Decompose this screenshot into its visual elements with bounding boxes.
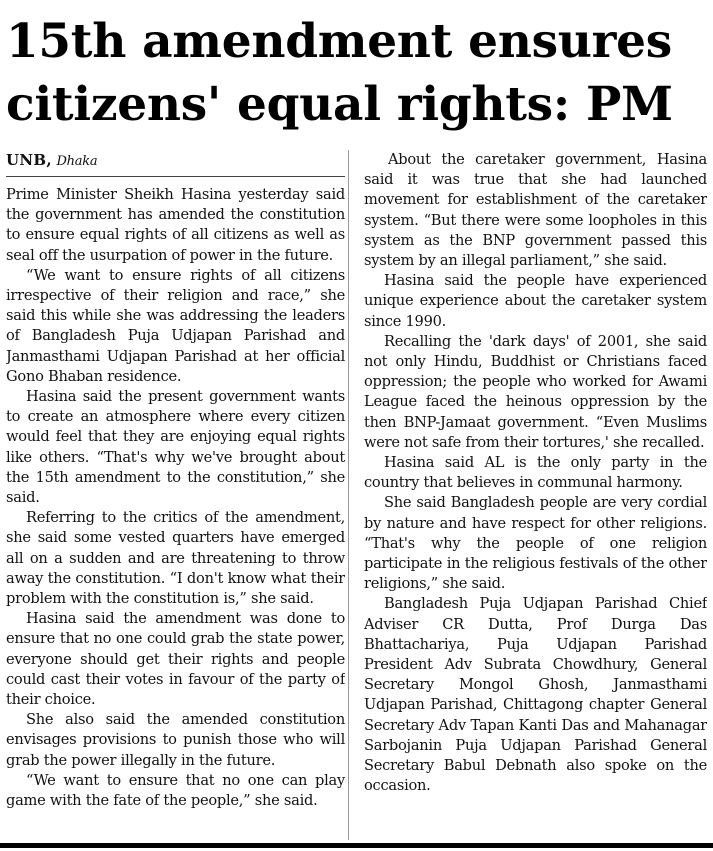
paragraph: About the caretaker government, Hasina said it was true that she had launched movement for establishment of the caretaker system. “But there were some loopholes in this system as the BNP government passed this system by an illegal parliament,” she said. (364, 151, 707, 270)
right-column (364, 150, 707, 842)
paragraph: Hasina said the amendment was done to ensure that no one could grab the state power, everyone should get their rights and people could cast their votes in favour of the party of their choice. (6, 610, 345, 709)
paragraph: Bangladesh Puja Udjapan Parishad Chief Adviser CR Dutta, Prof Durga Das Bhattachariya, Puja Udjapan Parishad President Adv Subrata Chowdhury, General Secretary Mongol Ghosh, Janmasthami Udjapan Parishad, Chittagong chapter General Secretary Adv Tapan Kanti Das and Mahanagar Sarbojanin Puja Udjapan Parishad General Secretary Babul Debnath also spoke on the occasion. (364, 595, 707, 795)
headline-line-1: 15th amendment ensures (6, 14, 672, 69)
paragraph: “We want to ensure rights of all citizens irrespective of their religion and race,” she said this while she was addressing the leaders of Bangladesh Puja Udjapan Parishad and Janmasthami Udjapan Parishad at her official Gono Bhaban residence. (6, 266, 345, 385)
article-body (6, 148, 707, 840)
paragraph: Hasina said the people have experienced unique experience about the caretaker system since 1990. (364, 272, 707, 330)
byline-rule (6, 176, 345, 177)
paragraph: Recalling the 'dark days' of 2001, she said not only Hindu, Buddhist or Christians faced oppression; the people who worked for Awami League faced the heinous oppression by the then BNP-Jamaat government. “Even Muslims were not safe from their tortures,' she recalled. (364, 332, 707, 451)
bottom-rule (0, 843, 713, 848)
paragraph: “We want to ensure that no one can play game with the fate of the people,” she said. (6, 771, 345, 810)
byline (6, 150, 345, 172)
headline (6, 10, 711, 136)
byline-agency: UNB, (6, 151, 52, 169)
paragraph: Hasina said AL is the only party in the country that believes in communal harmony. (364, 454, 707, 492)
headline-line-2: citizens' equal rights: PM (6, 77, 673, 132)
byline-place: Dhaka (56, 154, 98, 169)
paragraph: Prime Minister Sheikh Hasina yesterday said the government has amended the constitution to ensure equal rights of all citizens as well as seal off the usurpation of power in the future. (6, 186, 345, 264)
paragraph: Hasina said the present government wants to create an atmosphere where every citizen would feel that they are enjoying equal rights like others. “That's why we've brought about the 15th amendment to the constitution,” she said. (6, 388, 345, 507)
paragraph: Referring to the critics of the amendment, she said some vested quarters have emerged all on a sudden and are threatening to throw away the constitution. “I don't know what their problem with the constitution is,” she said. (6, 509, 345, 608)
left-column (6, 148, 345, 840)
paragraph: She also said the amended constitution envisages provisions to punish those who will grab the power illegally in the future. (6, 711, 345, 769)
paragraph: She said Bangladesh people are very cordial by nature and have respect for other religions. “That's why the people of one religion participate in the religious festivals of the other religions,” she said. (364, 494, 707, 593)
